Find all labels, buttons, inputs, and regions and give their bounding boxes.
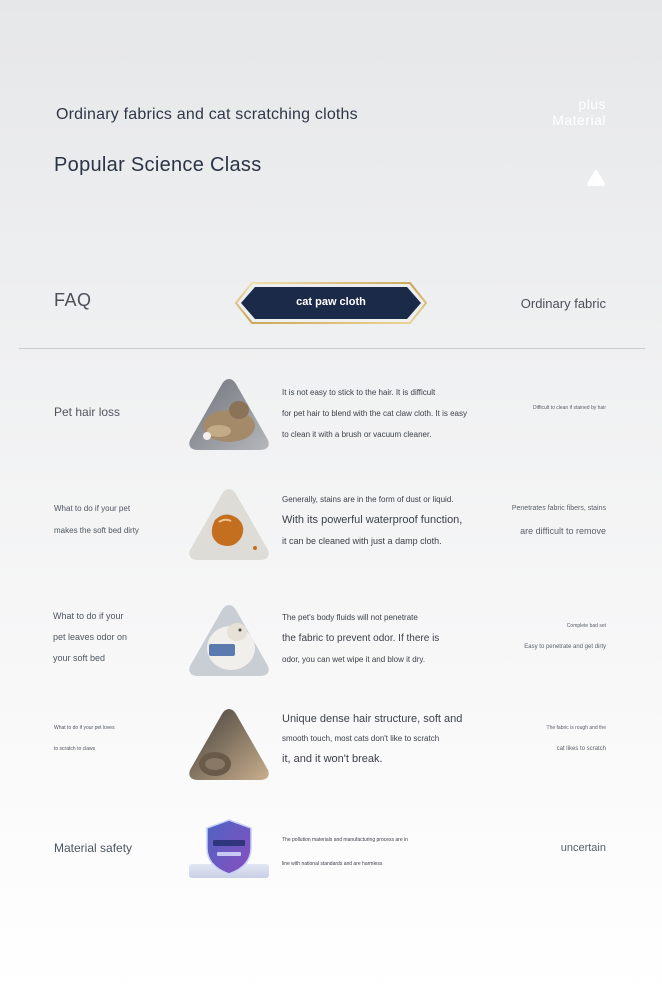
safety-shield-icon	[187, 806, 271, 882]
brand-logo	[552, 96, 606, 128]
cat-paw-photo	[187, 706, 271, 782]
waterproof-drop-photo	[187, 486, 271, 562]
ordinary-fabric-heading: Ordinary fabric	[520, 296, 606, 311]
row-question: What to do if your pet leaves odor on your soft bed	[53, 611, 128, 663]
cat-paw-cloth-label: cat paw cloth	[296, 296, 366, 308]
row-question: Pet hair loss	[54, 405, 121, 419]
row-ordinary: Penetrates fabric fibers, stains are difficult to remove	[511, 505, 606, 536]
section-subtitle: Ordinary fabrics and cat scratching cloths	[56, 106, 358, 123]
row-ordinary: Difficult to clean if stained by hair	[532, 405, 606, 411]
page-title: Popular Science Class	[54, 154, 262, 176]
header-divider	[19, 348, 645, 349]
row-ordinary: The fabric is rough and the cat likes to scratch	[546, 725, 606, 752]
row-question: What to do if your pet loves to scratch to claws	[54, 725, 115, 752]
brand-triangle-icon	[586, 168, 606, 188]
row-ordinary: Complete bad set Easy to penetrate and get dirty	[524, 623, 606, 650]
row-answer: Unique dense hair structure, soft and smooth touch, most cats don't like to scratch it, and it won't break.	[282, 713, 463, 765]
row-answer: It is not easy to stick to the hair. It is difficult for pet hair to blend with the cat claw cloth. It is easy to clean it with a brush or vacuum cleaner.	[282, 388, 467, 439]
brand-bottom-text: Material	[552, 112, 606, 128]
row-question: Material safety	[54, 841, 133, 855]
cat-photo	[187, 376, 271, 452]
brand-top-text: plus	[578, 96, 606, 112]
row-answer: The pet's body fluids will not penetrate the fabric to prevent odor. If there is odor, you can wet wipe it and blow it dry.	[282, 613, 440, 664]
row-ordinary: uncertain	[560, 842, 606, 854]
faq-heading: FAQ	[54, 290, 92, 310]
row-question: What to do if your pet makes the soft bed dirty	[54, 504, 139, 535]
cat-with-tissue-photo	[187, 602, 271, 678]
row-answer: The pollution materials and manufacturing process are in line with national standards and are harmless	[282, 837, 408, 867]
row-answer: Generally, stains are in the form of dust or liquid. With its powerful waterproof function, it can be cleaned with just a damp cloth.	[282, 495, 463, 546]
